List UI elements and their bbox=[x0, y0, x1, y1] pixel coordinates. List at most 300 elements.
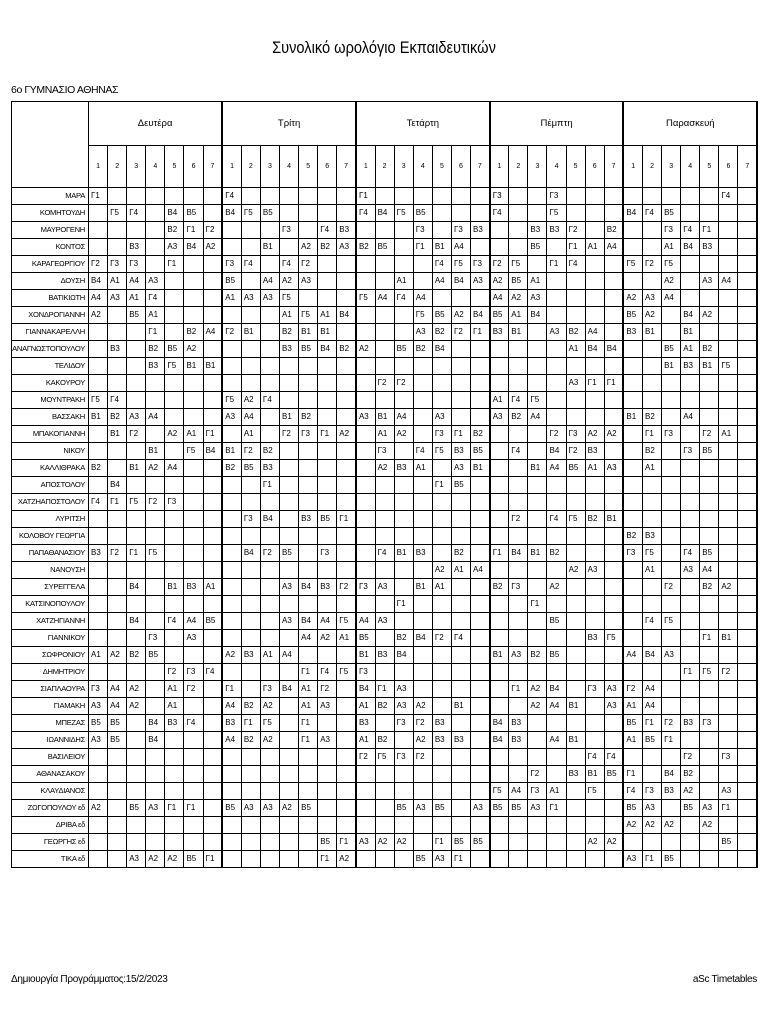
lesson-cell bbox=[184, 817, 203, 834]
lesson-cell bbox=[700, 834, 719, 851]
lesson-cell bbox=[509, 239, 528, 256]
lesson-cell bbox=[662, 494, 681, 511]
lesson-cell: Γ4 bbox=[566, 256, 585, 273]
lesson-cell: Γ4 bbox=[165, 613, 184, 630]
lesson-cell: Α4 bbox=[432, 273, 451, 290]
lesson-cell bbox=[681, 205, 700, 222]
lesson-cell: Α2 bbox=[337, 851, 356, 868]
lesson-cell bbox=[337, 375, 356, 392]
teacher-name: ΓΙΑΜΑΚΗ bbox=[12, 698, 89, 715]
lesson-cell: Γ2 bbox=[566, 222, 585, 239]
lesson-cell: Γ3 bbox=[375, 443, 394, 460]
lesson-cell bbox=[547, 528, 566, 545]
lesson-cell bbox=[108, 766, 127, 783]
lesson-cell bbox=[108, 613, 127, 630]
lesson-cell: Α4 bbox=[203, 324, 222, 341]
lesson-cell bbox=[432, 460, 451, 477]
lesson-cell bbox=[337, 460, 356, 477]
period-header: 4 bbox=[280, 146, 299, 188]
lesson-cell: Γ4 bbox=[413, 443, 432, 460]
lesson-cell bbox=[280, 664, 299, 681]
period-header: 4 bbox=[681, 146, 700, 188]
lesson-cell bbox=[356, 392, 375, 409]
lesson-cell: Β1 bbox=[604, 511, 623, 528]
lesson-cell: Α1 bbox=[719, 426, 738, 443]
lesson-cell: Β2 bbox=[375, 698, 394, 715]
lesson-cell bbox=[165, 528, 184, 545]
lesson-cell bbox=[184, 375, 203, 392]
lesson-cell: Β4 bbox=[184, 239, 203, 256]
lesson-cell bbox=[490, 664, 509, 681]
lesson-cell bbox=[203, 783, 222, 800]
lesson-cell: Β1 bbox=[528, 545, 547, 562]
lesson-cell: Γ5 bbox=[604, 630, 623, 647]
lesson-cell bbox=[547, 494, 566, 511]
lesson-cell bbox=[89, 375, 108, 392]
lesson-cell bbox=[585, 273, 604, 290]
lesson-cell bbox=[471, 205, 490, 222]
lesson-cell: Γ2 bbox=[337, 579, 356, 596]
lesson-cell: Α3 bbox=[643, 800, 662, 817]
lesson-cell: Β3 bbox=[451, 732, 470, 749]
lesson-cell bbox=[241, 528, 260, 545]
lesson-cell: Β5 bbox=[222, 800, 241, 817]
period-header: 2 bbox=[375, 146, 394, 188]
lesson-cell bbox=[241, 613, 260, 630]
lesson-cell bbox=[432, 392, 451, 409]
lesson-cell bbox=[700, 596, 719, 613]
lesson-cell: Β3 bbox=[471, 222, 490, 239]
day-header-1: Δευτέρα bbox=[89, 102, 223, 146]
lesson-cell bbox=[585, 817, 604, 834]
lesson-cell bbox=[108, 375, 127, 392]
lesson-cell bbox=[184, 409, 203, 426]
lesson-cell bbox=[375, 222, 394, 239]
lesson-cell: Α1 bbox=[547, 783, 566, 800]
lesson-cell bbox=[165, 273, 184, 290]
lesson-cell: Α4 bbox=[662, 290, 681, 307]
lesson-cell: Α2 bbox=[566, 562, 585, 579]
lesson-cell bbox=[337, 358, 356, 375]
lesson-cell: Α4 bbox=[719, 273, 738, 290]
lesson-cell: Γ3 bbox=[585, 681, 604, 698]
lesson-cell: Γ5 bbox=[585, 783, 604, 800]
lesson-cell: Γ1 bbox=[337, 834, 356, 851]
lesson-cell bbox=[719, 290, 738, 307]
lesson-cell bbox=[738, 715, 757, 732]
lesson-cell: Α2 bbox=[413, 698, 432, 715]
lesson-cell: Β3 bbox=[299, 511, 318, 528]
lesson-cell bbox=[337, 205, 356, 222]
lesson-cell bbox=[566, 273, 585, 290]
lesson-cell: Β3 bbox=[222, 715, 241, 732]
lesson-cell: Α2 bbox=[643, 307, 662, 324]
teacher-row bbox=[12, 800, 758, 817]
lesson-cell: Β1 bbox=[700, 358, 719, 375]
lesson-cell bbox=[299, 222, 318, 239]
lesson-cell bbox=[394, 562, 413, 579]
lesson-cell bbox=[203, 834, 222, 851]
teacher-name: ΒΑΣΣΑΚΗ bbox=[12, 409, 89, 426]
lesson-cell bbox=[375, 188, 394, 205]
lesson-cell bbox=[222, 630, 241, 647]
lesson-cell bbox=[165, 307, 184, 324]
teacher-row bbox=[12, 766, 758, 783]
lesson-cell bbox=[738, 290, 757, 307]
teacher-name: ΓΕΩΡΓΗΣ εδ bbox=[12, 834, 89, 851]
lesson-cell bbox=[203, 256, 222, 273]
period-header: 6 bbox=[719, 146, 738, 188]
lesson-cell bbox=[127, 817, 146, 834]
lesson-cell bbox=[585, 409, 604, 426]
lesson-cell bbox=[89, 851, 108, 868]
lesson-cell bbox=[184, 307, 203, 324]
lesson-cell bbox=[528, 732, 547, 749]
lesson-cell: Γ4 bbox=[681, 545, 700, 562]
teacher-name: ΝΑΝΟΥΣΗ bbox=[12, 562, 89, 579]
period-header: 1 bbox=[356, 146, 375, 188]
lesson-cell: Β3 bbox=[241, 647, 260, 664]
lesson-cell bbox=[509, 698, 528, 715]
lesson-cell: Α3 bbox=[432, 851, 451, 868]
lesson-cell bbox=[585, 528, 604, 545]
lesson-cell: Α1 bbox=[337, 630, 356, 647]
lesson-cell: Α3 bbox=[394, 681, 413, 698]
lesson-cell: Γ4 bbox=[203, 664, 222, 681]
lesson-cell bbox=[337, 545, 356, 562]
lesson-cell bbox=[89, 477, 108, 494]
lesson-cell: Α1 bbox=[146, 307, 165, 324]
lesson-cell bbox=[222, 307, 241, 324]
lesson-cell bbox=[184, 528, 203, 545]
teacher-row bbox=[12, 460, 758, 477]
lesson-cell bbox=[89, 443, 108, 460]
lesson-cell bbox=[280, 834, 299, 851]
lesson-cell bbox=[260, 562, 279, 579]
lesson-cell: Β5 bbox=[490, 800, 509, 817]
lesson-cell: Γ5 bbox=[700, 664, 719, 681]
lesson-cell: Γ1 bbox=[184, 800, 203, 817]
lesson-cell bbox=[719, 766, 738, 783]
teacher-name: ΜΑΡΑ bbox=[12, 188, 89, 205]
lesson-cell bbox=[490, 630, 509, 647]
lesson-cell: Γ3 bbox=[222, 256, 241, 273]
lesson-cell: Γ2 bbox=[89, 256, 108, 273]
lesson-cell bbox=[413, 681, 432, 698]
lesson-cell bbox=[681, 290, 700, 307]
lesson-cell: Β3 bbox=[490, 324, 509, 341]
lesson-cell bbox=[585, 613, 604, 630]
lesson-cell: Α1 bbox=[280, 307, 299, 324]
lesson-cell bbox=[89, 817, 108, 834]
lesson-cell bbox=[738, 494, 757, 511]
lesson-cell: Β2 bbox=[700, 579, 719, 596]
lesson-cell bbox=[528, 851, 547, 868]
lesson-cell: Β4 bbox=[337, 307, 356, 324]
lesson-cell: Γ3 bbox=[662, 222, 681, 239]
lesson-cell bbox=[528, 188, 547, 205]
teacher-row bbox=[12, 392, 758, 409]
period-header: 2 bbox=[643, 146, 662, 188]
lesson-cell: Α2 bbox=[146, 851, 165, 868]
lesson-cell bbox=[643, 511, 662, 528]
lesson-cell bbox=[299, 817, 318, 834]
lesson-cell bbox=[241, 239, 260, 256]
creation-date: Δημιουργία Προγράμματος:15/2/2023 bbox=[11, 974, 168, 985]
teacher-row bbox=[12, 698, 758, 715]
lesson-cell: Γ5 bbox=[337, 664, 356, 681]
lesson-cell: Γ5 bbox=[108, 205, 127, 222]
lesson-cell: Β4 bbox=[299, 613, 318, 630]
lesson-cell: Γ3 bbox=[127, 256, 146, 273]
lesson-cell bbox=[528, 358, 547, 375]
lesson-cell: Β1 bbox=[566, 698, 585, 715]
lesson-cell bbox=[585, 222, 604, 239]
lesson-cell bbox=[471, 528, 490, 545]
lesson-cell bbox=[241, 562, 260, 579]
lesson-cell bbox=[451, 664, 470, 681]
lesson-cell bbox=[165, 834, 184, 851]
lesson-cell: Γ1 bbox=[604, 375, 623, 392]
lesson-cell bbox=[241, 783, 260, 800]
lesson-cell: Γ5 bbox=[432, 443, 451, 460]
lesson-cell bbox=[337, 273, 356, 290]
lesson-cell bbox=[509, 358, 528, 375]
lesson-cell: Α1 bbox=[203, 579, 222, 596]
lesson-cell bbox=[413, 528, 432, 545]
lesson-cell bbox=[451, 783, 470, 800]
lesson-cell bbox=[413, 511, 432, 528]
lesson-cell: Γ3 bbox=[241, 511, 260, 528]
lesson-cell: Α4 bbox=[356, 613, 375, 630]
lesson-cell bbox=[299, 188, 318, 205]
lesson-cell bbox=[643, 239, 662, 256]
lesson-cell: Β3 bbox=[318, 579, 337, 596]
lesson-cell bbox=[127, 562, 146, 579]
lesson-cell bbox=[662, 800, 681, 817]
lesson-cell bbox=[662, 460, 681, 477]
lesson-cell: Α1 bbox=[509, 307, 528, 324]
lesson-cell bbox=[375, 562, 394, 579]
teacher-name: ΧΑΤΖΗΓΙΑΝΝΗ bbox=[12, 613, 89, 630]
teacher-name: ΤΕΛΙΔΟΥ bbox=[12, 358, 89, 375]
lesson-cell bbox=[509, 460, 528, 477]
teacher-name: ΣΥΡΕΓΓΕΛΑ bbox=[12, 579, 89, 596]
lesson-cell: Γ3 bbox=[394, 749, 413, 766]
lesson-cell: Β2 bbox=[394, 630, 413, 647]
lesson-cell: Β4 bbox=[299, 579, 318, 596]
lesson-cell: Γ3 bbox=[165, 494, 184, 511]
lesson-cell: Β5 bbox=[356, 630, 375, 647]
lesson-cell: Γ3 bbox=[318, 545, 337, 562]
lesson-cell bbox=[719, 375, 738, 392]
lesson-cell bbox=[280, 528, 299, 545]
teacher-row bbox=[12, 732, 758, 749]
lesson-cell bbox=[604, 579, 623, 596]
lesson-cell bbox=[451, 409, 470, 426]
lesson-cell bbox=[260, 749, 279, 766]
teacher-name: ΛΥΡΙΤΣΗ bbox=[12, 511, 89, 528]
lesson-cell bbox=[451, 188, 470, 205]
lesson-cell bbox=[165, 647, 184, 664]
lesson-cell: Α3 bbox=[471, 800, 490, 817]
lesson-cell: Β4 bbox=[451, 273, 470, 290]
lesson-cell bbox=[738, 766, 757, 783]
lesson-cell: Β5 bbox=[547, 647, 566, 664]
lesson-cell bbox=[203, 341, 222, 358]
lesson-cell bbox=[547, 630, 566, 647]
lesson-cell bbox=[413, 766, 432, 783]
period-header: 3 bbox=[662, 146, 681, 188]
lesson-cell bbox=[184, 511, 203, 528]
lesson-cell: Α3 bbox=[432, 409, 451, 426]
lesson-cell: Β2 bbox=[643, 443, 662, 460]
lesson-cell: Β5 bbox=[299, 341, 318, 358]
lesson-cell bbox=[356, 851, 375, 868]
lesson-cell: Α4 bbox=[471, 562, 490, 579]
lesson-cell bbox=[681, 392, 700, 409]
lesson-cell bbox=[566, 477, 585, 494]
lesson-cell bbox=[222, 358, 241, 375]
lesson-cell: Α2 bbox=[719, 579, 738, 596]
lesson-cell bbox=[127, 834, 146, 851]
lesson-cell: Β4 bbox=[547, 681, 566, 698]
teacher-row bbox=[12, 409, 758, 426]
lesson-cell: Γ1 bbox=[566, 239, 585, 256]
lesson-cell: Α3 bbox=[241, 800, 260, 817]
lesson-cell bbox=[604, 256, 623, 273]
lesson-cell bbox=[700, 732, 719, 749]
lesson-cell: Β1 bbox=[260, 239, 279, 256]
lesson-cell: Γ2 bbox=[299, 256, 318, 273]
lesson-cell bbox=[566, 392, 585, 409]
teacher-name: ΒΑΣΙΛΕΙΟΥ bbox=[12, 749, 89, 766]
lesson-cell bbox=[604, 732, 623, 749]
lesson-cell: Β2 bbox=[413, 341, 432, 358]
lesson-cell bbox=[108, 324, 127, 341]
lesson-cell bbox=[604, 477, 623, 494]
lesson-cell bbox=[700, 256, 719, 273]
lesson-cell: Γ3 bbox=[566, 426, 585, 443]
lesson-cell bbox=[623, 630, 642, 647]
lesson-cell: Α3 bbox=[413, 800, 432, 817]
lesson-cell bbox=[318, 766, 337, 783]
lesson-cell bbox=[451, 375, 470, 392]
lesson-cell bbox=[623, 443, 642, 460]
lesson-cell bbox=[299, 851, 318, 868]
lesson-cell: Β1 bbox=[528, 460, 547, 477]
lesson-cell: Α1 bbox=[643, 562, 662, 579]
lesson-cell: Γ3 bbox=[509, 579, 528, 596]
lesson-cell bbox=[356, 511, 375, 528]
lesson-cell bbox=[375, 256, 394, 273]
lesson-cell: Α4 bbox=[700, 562, 719, 579]
lesson-cell bbox=[432, 749, 451, 766]
lesson-cell bbox=[260, 358, 279, 375]
lesson-cell bbox=[681, 528, 700, 545]
lesson-cell: Γ1 bbox=[700, 630, 719, 647]
lesson-cell: Α2 bbox=[375, 834, 394, 851]
period-header: 1 bbox=[490, 146, 509, 188]
period-header: 2 bbox=[108, 146, 127, 188]
lesson-cell: Β4 bbox=[108, 477, 127, 494]
lesson-cell bbox=[738, 834, 757, 851]
lesson-cell bbox=[356, 256, 375, 273]
lesson-cell bbox=[299, 358, 318, 375]
lesson-cell bbox=[108, 188, 127, 205]
lesson-cell: Β3 bbox=[509, 715, 528, 732]
lesson-cell: Γ4 bbox=[643, 613, 662, 630]
lesson-cell bbox=[681, 494, 700, 511]
lesson-cell bbox=[318, 443, 337, 460]
lesson-cell bbox=[566, 834, 585, 851]
lesson-cell bbox=[738, 324, 757, 341]
lesson-cell bbox=[280, 460, 299, 477]
lesson-cell bbox=[127, 715, 146, 732]
lesson-cell bbox=[394, 358, 413, 375]
lesson-cell: Β3 bbox=[566, 766, 585, 783]
lesson-cell bbox=[566, 630, 585, 647]
lesson-cell bbox=[184, 834, 203, 851]
lesson-cell bbox=[184, 766, 203, 783]
lesson-cell bbox=[260, 834, 279, 851]
lesson-cell: Γ3 bbox=[623, 545, 642, 562]
lesson-cell: Β5 bbox=[623, 307, 642, 324]
lesson-cell: Β4 bbox=[127, 579, 146, 596]
lesson-cell bbox=[547, 596, 566, 613]
lesson-cell bbox=[566, 188, 585, 205]
lesson-cell: Β5 bbox=[566, 460, 585, 477]
lesson-cell bbox=[375, 273, 394, 290]
lesson-cell: Α1 bbox=[432, 579, 451, 596]
lesson-cell: Α1 bbox=[108, 273, 127, 290]
lesson-cell bbox=[566, 596, 585, 613]
lesson-cell bbox=[471, 749, 490, 766]
lesson-cell bbox=[146, 681, 165, 698]
lesson-cell bbox=[146, 477, 165, 494]
lesson-cell bbox=[604, 528, 623, 545]
lesson-cell: Γ2 bbox=[318, 681, 337, 698]
lesson-cell: Γ5 bbox=[528, 392, 547, 409]
lesson-cell bbox=[89, 562, 108, 579]
lesson-cell bbox=[681, 256, 700, 273]
lesson-cell bbox=[432, 664, 451, 681]
lesson-cell bbox=[108, 630, 127, 647]
lesson-cell bbox=[528, 341, 547, 358]
lesson-cell bbox=[490, 562, 509, 579]
lesson-cell bbox=[203, 749, 222, 766]
lesson-cell bbox=[146, 222, 165, 239]
lesson-cell bbox=[700, 766, 719, 783]
lesson-cell bbox=[280, 766, 299, 783]
lesson-cell bbox=[509, 562, 528, 579]
lesson-cell: Β3 bbox=[356, 715, 375, 732]
lesson-cell bbox=[394, 664, 413, 681]
lesson-cell bbox=[700, 324, 719, 341]
lesson-cell bbox=[528, 511, 547, 528]
lesson-cell bbox=[203, 698, 222, 715]
lesson-cell bbox=[719, 698, 738, 715]
lesson-cell bbox=[681, 188, 700, 205]
lesson-cell: Γ3 bbox=[681, 443, 700, 460]
lesson-cell bbox=[165, 562, 184, 579]
lesson-cell bbox=[566, 800, 585, 817]
lesson-cell bbox=[280, 749, 299, 766]
lesson-cell: Γ2 bbox=[432, 630, 451, 647]
lesson-cell: Β1 bbox=[394, 545, 413, 562]
lesson-cell bbox=[222, 749, 241, 766]
lesson-cell: Β3 bbox=[108, 341, 127, 358]
